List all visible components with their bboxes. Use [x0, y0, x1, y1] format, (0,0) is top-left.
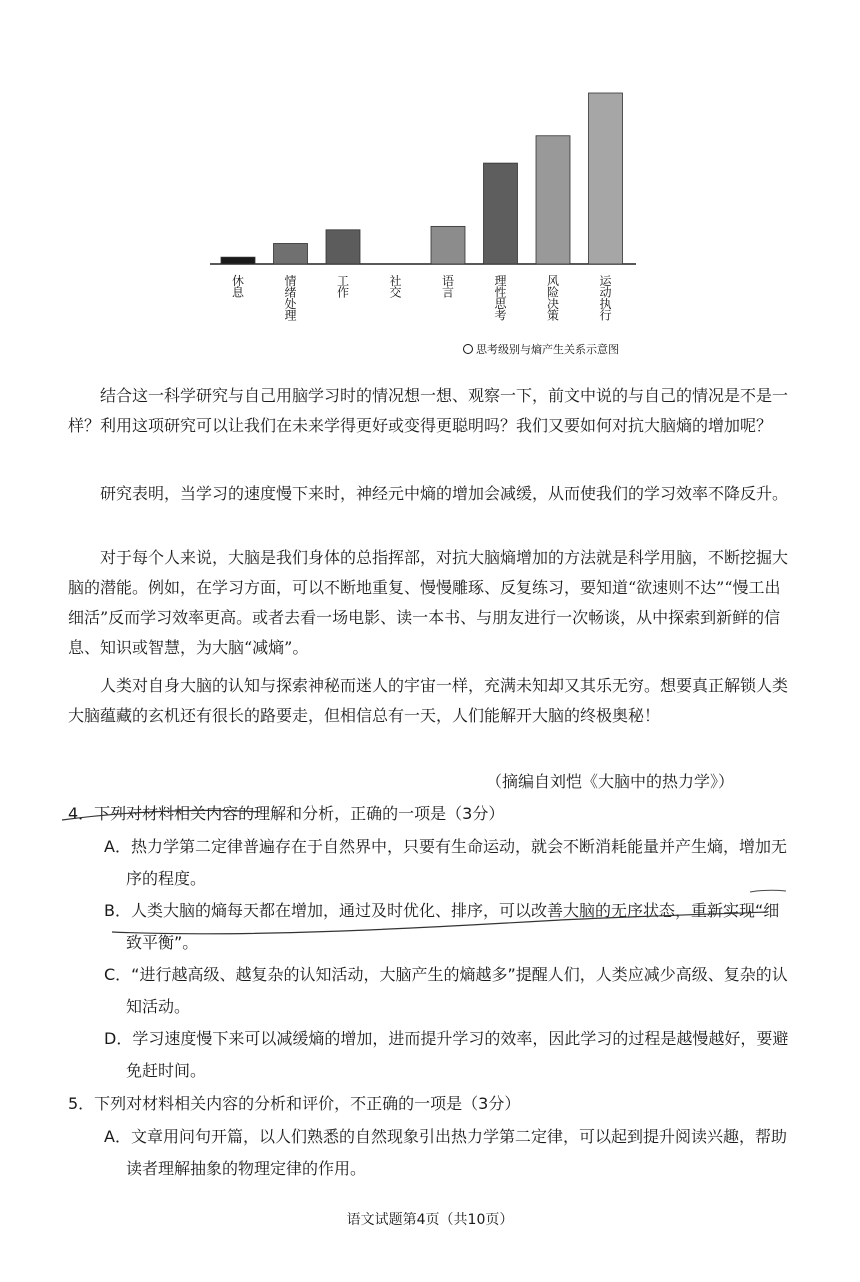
page-footer: 语文试题第4页（共10页） [346, 1212, 514, 1228]
x-tick-label-5: 语言 [441, 274, 455, 300]
paragraph-4: 人类对自身大脑的认知与探索神秘而迷人的宇宙一样，充满未知却又其乐无穷。想要真正解锁人类大脑蕴藏的玄机还有很长的路要走，但相信总有一天，人们能解开大脑的终极奥秘！ [68, 676, 789, 725]
x-tick-label-3: 工作 [336, 274, 350, 300]
paragraph-2: 研究表明，当学习的速度慢下来时，神经元中熵的增加会减缓，从而使我们的学习效率不降反升。 [100, 484, 789, 503]
question-5-stem: 5．下列对材料相关内容的分析和评价，不正确的一项是（3分） [68, 1094, 521, 1113]
chart-title: 思考级别与熵产生关系示意图 [476, 343, 619, 356]
bar-7 [536, 136, 570, 264]
q5-option-a: A．文章用问句开篇，以人们熟悉的自然现象引出热力学第二定律，可以起到提升阅读兴趣，帮助读者理解抽象的物理定律的作用。 [104, 1127, 787, 1178]
x-tick-label-6: 理性思考 [494, 274, 507, 323]
q4-option-a: A．热力学第二定律普遍存在于自然界中，只要有生命运动，就会不断消耗能量并产生熵，增加无序的程度。 [104, 837, 787, 888]
bar-3 [326, 230, 360, 264]
entropy-bar-chart [0, 0, 860, 365]
bar-5 [431, 226, 465, 264]
question-4-stem: 4．下列对材料相关内容的理解和分析，正确的一项是（3分） [68, 804, 505, 823]
source-citation: （摘编自刘恺《大脑中的热力学》） [486, 772, 735, 791]
paragraph-1: 结合这一科学研究与自己用脑学习时的情况想一想、观察一下，前文中说的与自己的情况是不是一样？利用这项研究可以让我们在未来学得更好或变得更聪明吗？我们又要如何对抗大脑熵的增加呢？ [68, 386, 789, 435]
circle-icon [463, 344, 473, 354]
bar-6 [484, 163, 518, 264]
chart-caption [463, 341, 619, 357]
paragraph-3: 对于每个人来说，大脑是我们身体的总指挥部，对抗大脑熵增加的方法就是科学用脑，不断挖掘大脑的潜能。例如，在学习方面，可以不断地重复、慢慢雕琢、反复练习，要知道“欲速则不达”“慢工出细活”反而学习效率更高。或者去看一场电影、读一本书、与朋友进行一次畅谈，从中探索到新鲜的信息、知识或智慧，为大脑“减熵”。 [68, 548, 789, 657]
x-tick-label-1: 休息 [231, 274, 245, 300]
bar-1 [221, 257, 255, 264]
x-tick-label-4: 社交 [389, 274, 402, 300]
bar-8 [589, 93, 623, 264]
q4-option-d: D．学习速度慢下来可以减缓熵的增加，进而提升学习的效率，因此学习的过程是越慢越好，要避免赶时间。 [104, 1029, 789, 1080]
bar-2 [274, 243, 308, 264]
q4-option-b: B．人类大脑的熵每天都在增加，通过及时优化、排序，可以改善大脑的无序状态，重新实现“细致平衡”。 [104, 901, 780, 952]
x-tick-label-2: 情绪处理 [284, 274, 297, 323]
x-tick-label-8: 运动执行 [599, 274, 612, 323]
x-tick-label-7: 风险决策 [546, 274, 560, 323]
q4-option-c: C．“进行越高级、越复杂的认知活动，大脑产生的熵越多”提醒人们，人类应减少高级、复杂的认知活动。 [104, 965, 788, 1016]
